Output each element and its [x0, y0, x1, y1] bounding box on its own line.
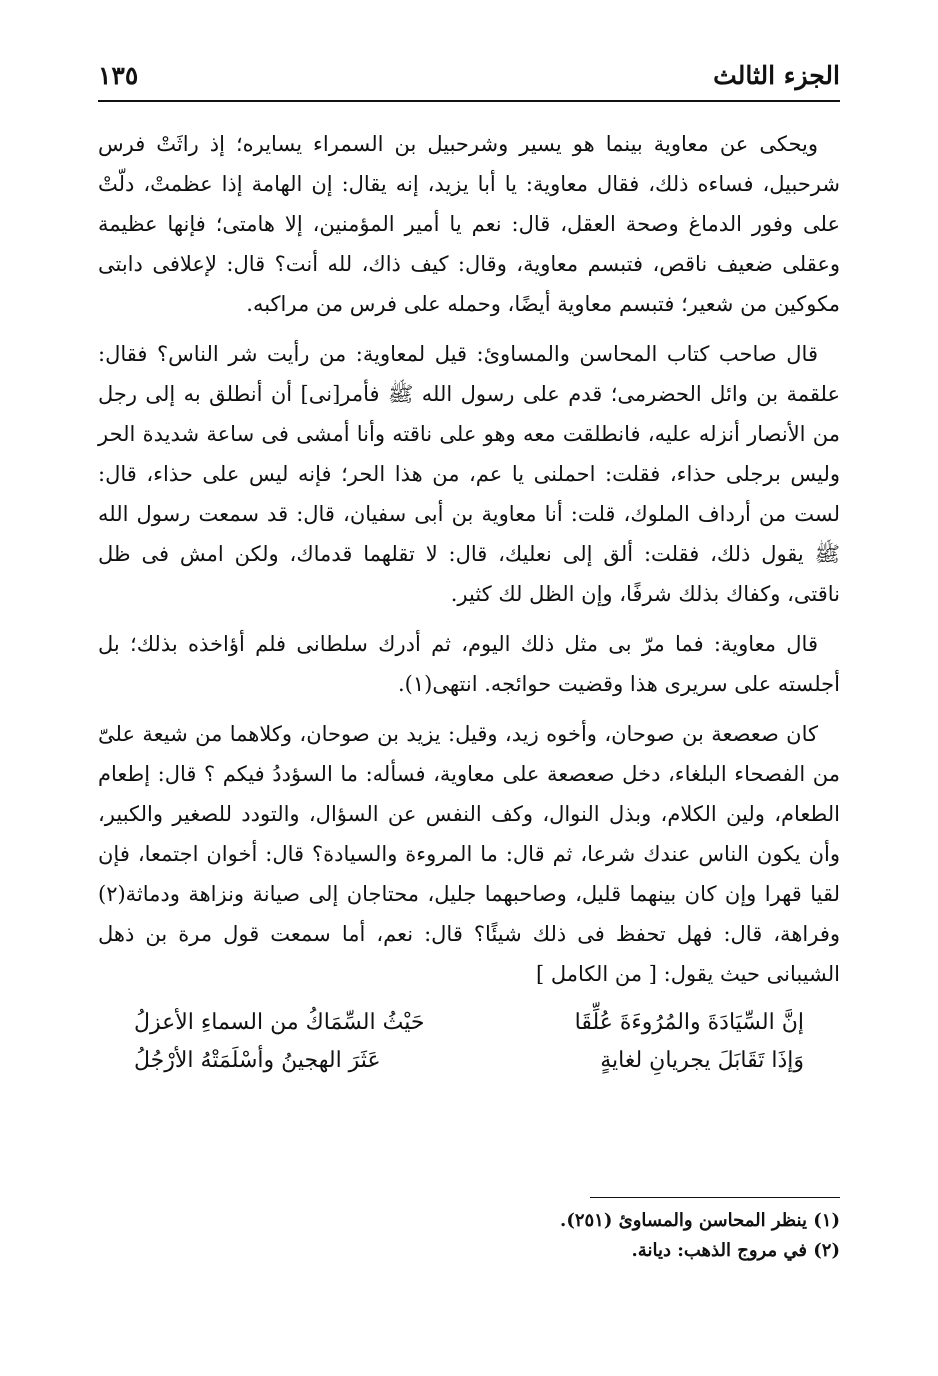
- page-number: ١٣٥: [98, 60, 139, 90]
- paragraph: كان صعصعة بن صوحان، وأخوه زيد، وقيل: يزيد بن صوحان، وكلاهما من شيعة علىّ من الفصحاء البلغاء، دخل صعصعة على معاوية، فسأله: ما السؤددُ فيكم ؟ قال: إطعام الطعام، ولين الكلام، وبذل النوال، وكف النفس عن السؤال، والتودد للصغير والكبير، وأن يكون الناس عندك شرعا، ثم قال: ما المروءة والسيادة؟ قال: أخوان اجتمعا، فإن لقيا قهرا وإن كان بينهما قليل، وصاحبهما جليل، محتاجان إلى صيانة ونزاهة ودماثة(٢) وفراهة، قال: فهل تحفظ فى ذلك شيئًا؟ قال: نعم، أما سمعت قول مرة بن ذهل الشيبانى حيث يقول: [ من الكامل ]: [98, 722, 841, 986]
- footnotes: [98, 1206, 840, 1266]
- poem: [98, 1004, 840, 1080]
- main-text: [98, 124, 840, 1080]
- verse-hemistich: عَثَرَ الهجينُ وأسْلَمَتْهُ الأرْجُلُ: [134, 1048, 381, 1073]
- verse-hemistich: حَيْثُ السِّمَاكُ من السماءِ الأعزلُ: [134, 1010, 425, 1035]
- running-head: الجزء الثالث: [713, 60, 840, 90]
- paragraph: قال معاوية: فما مرّ بى مثل ذلك اليوم، ثم أدرك سلطانى فلم أؤاخذه بذلك؛ بل أجلسته على سريرى هذا وقضيت حوائجه. انتهى(١).: [98, 632, 840, 696]
- poem-verse: [98, 1042, 840, 1080]
- verse-hemistich: إنَّ السِّيَادَةَ والمُرُوءَةَ عُلِّقَا: [574, 1010, 804, 1035]
- footnote-rule: [590, 1197, 840, 1198]
- page-header: [98, 52, 840, 98]
- paragraph: قال صاحب كتاب المحاسن والمساوئ: قيل لمعاوية: من رأيت شر الناس؟ فقال: علقمة بن وائل الحضرمى؛ قدم على رسول الله ﷺ فأمر[نى] أن أنطلق به إلى رجل من الأنصار أنزله عليه، فانطلقت معه وهو على ناقته وأنا أمشى فى ساعة شديدة الحر وليس برجلى حذاء، فقلت: احملنى يا عم، من هذا الحر؛ فإنه ليس على حذاء، قال: لست من أرداف الملوك، قلت: أنا معاوية بن أبى سفيان، قال: قد سمعت رسول الله ﷺ يقول ذلك، فقلت: ألق إلى نعليك، قال: لا تقلهما قدماك، ولكن امش فى ظل ناقتى، وكفاك بذلك شرفًا، وإن الظل لك كثير.: [98, 342, 840, 606]
- verse-hemistich: وَإذَا تَقَابَلَ يجريانِ لغايةٍ: [600, 1048, 804, 1073]
- header-rule: [98, 100, 840, 102]
- paragraph: ويحكى عن معاوية بينما هو يسير وشرحبيل بن السمراء يسايره؛ إذ راثَتْ فرس شرحبيل، فساءه ذلك، فقال معاوية: يا أبا يزيد، إنه يقال: إن الهامة إذا عظمتْ، دلّتْ على وفور الدماغ وصحة العقل، قال: نعم يا أمير المؤمنين، إلا هامتى؛ فإنها عظيمة وعقلى ضعيف ناقص، فتبسم معاوية، وقال: كيف ذاك، لله أنت؟ قال: لإعلافى دابتى مكوكين من شعير؛ فتبسم معاوية أيضًا، وحمله على فرس من مراكبه.: [98, 132, 840, 316]
- footnote: (١) ينظر المحاسن والمساوئ (٢٥١).: [560, 1210, 840, 1231]
- poem-verse: [98, 1004, 840, 1042]
- footnote: (٢) في مروج الذهب: ديانة.: [631, 1240, 840, 1261]
